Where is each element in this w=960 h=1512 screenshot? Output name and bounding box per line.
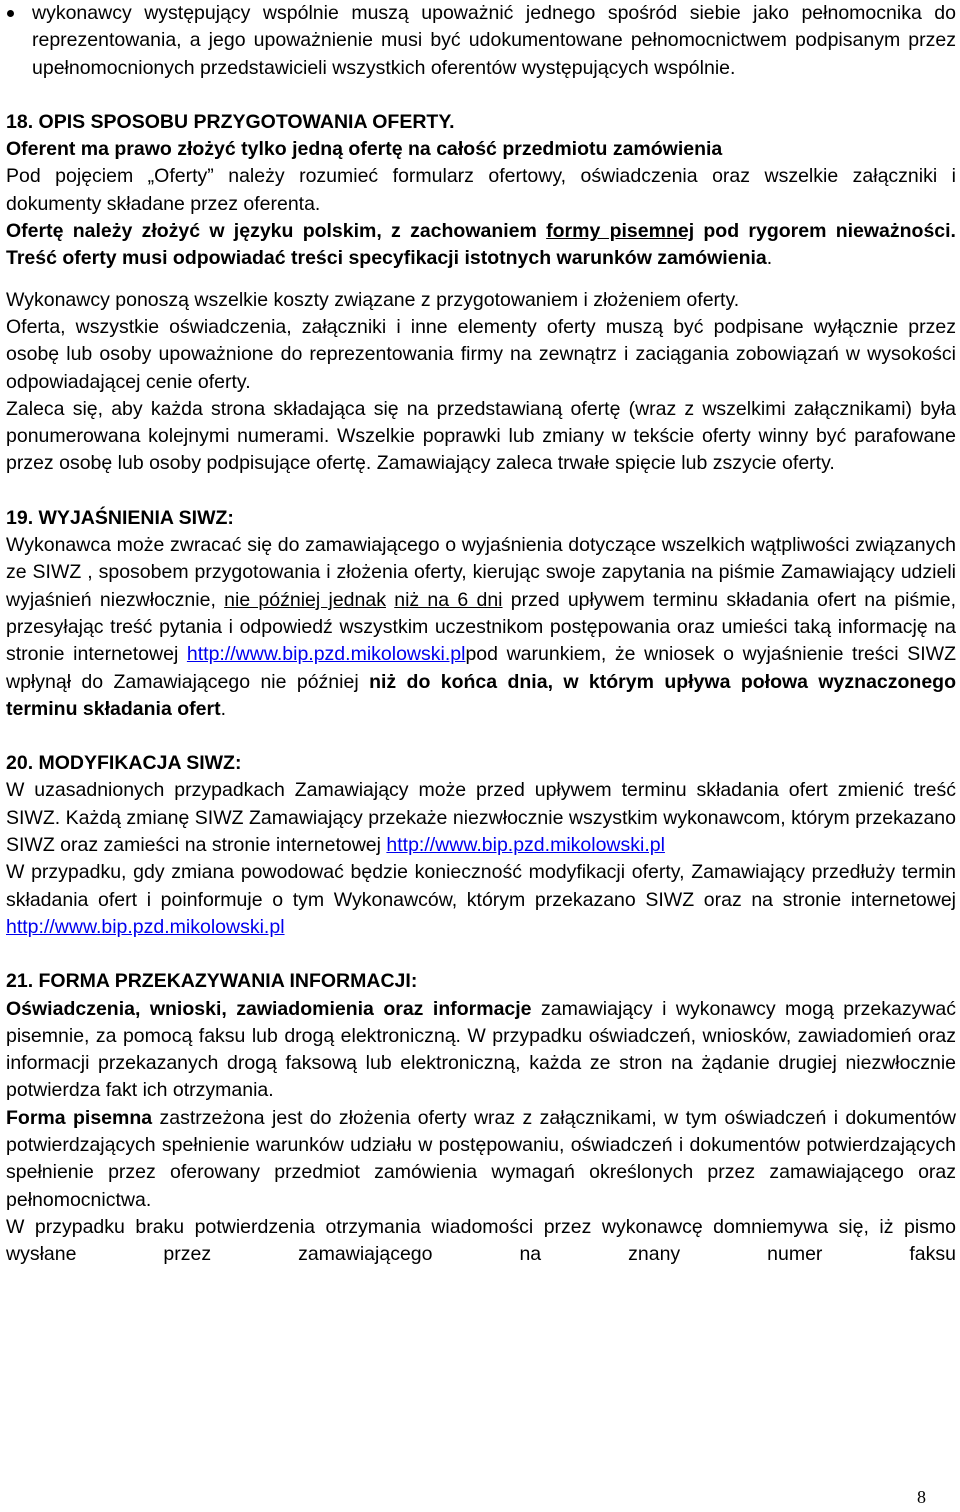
section-18-p3 <box>6 218 956 273</box>
section-21-p2 <box>6 1105 956 1214</box>
section-19-heading-text: WYJAŚNIENIA SIWZ: <box>38 506 234 529</box>
section-21-heading: 21. FORMA PRZEKAZYWANIA INFORMACJI: <box>6 970 418 993</box>
section-18-p3-b: pod rygorem nieważności. <box>694 220 956 243</box>
section-21-p1 <box>6 996 956 1105</box>
section-18-p3-c: Treść oferty musi odpowiadać treści specyfikacji istotnych warunków zamówienia <box>6 247 767 270</box>
section-19-website-link[interactable]: http://www.bip.pzd.mikolowski.pl <box>186 643 466 666</box>
section-20-p1-text: W uzasadnionych przypadkach Zamawiający może przed upływem terminu składania ofert zmienić treść SIWZ. Każdą zmianę SIWZ Zamawiający przekaże niezwłocznie wszystkim wykonawcom, którym przekazano SIWZ oraz zamieści na stronie internetowej <box>6 779 956 857</box>
intro-bullet-text: wykonawcy występujący wspólnie muszą upoważnić jednego spośród siebie jako pełnomocnika do reprezentowania, a jego upoważnienie musi być udokumentowane pełnomocnictwem podpisanym przez upełnomocnionych przedstawicieli wszystkich oferentów występujących wspólnie. <box>32 2 956 79</box>
section-19-p1-bold: niż do końca dnia, w którym upływa połowa wyznaczonego terminu składania ofert <box>6 670 956 720</box>
section-18-p2: Pod pojęciem „Oferty” należy rozumieć formularz ofertowy, oświadczenia oraz wszelkie załączniki i dokumenty składane przez oferenta. <box>6 165 956 215</box>
section-19-heading <box>6 505 956 532</box>
section-18-p4: Wykonawcy ponoszą wszelkie koszty związane z przygotowaniem i złożeniem oferty. <box>6 288 740 311</box>
section-18-heading: 18. OPIS SPOSOBU PRZYGOTOWANIA OFERTY. <box>6 110 455 133</box>
section-21-p1-bold: Oświadczenia, wnioski, zawiadomienia oraz informacje <box>6 997 532 1020</box>
section-19-p1-space <box>386 589 394 611</box>
section-20-website-link-2[interactable]: http://www.bip.pzd.mikolowski.pl <box>6 915 285 938</box>
section-19-p1 <box>6 532 956 723</box>
section-20-website-link-1[interactable]: http://www.bip.pzd.mikolowski.pl <box>386 834 665 857</box>
section-19-heading-num: 19. <box>6 506 39 529</box>
section-20-p1 <box>6 777 956 859</box>
page-number: 8 <box>917 1487 926 1507</box>
section-18-p6: Zaleca się, aby każda strona składająca się na przedstawianą ofertę (wraz z wszelkimi załącznikami) była ponumerowana kolejnymi numerami. Wszelkie poprawki lub zmiany w tekście oferty winny być parafowane przez osobę lub osoby podpisujące ofertę. Zamawiający zaleca trwałe spięcie lub zszycie oferty. <box>6 397 956 475</box>
section-19-p1-c: pod warunkiem, że wniosek o wyjaśnienie treści SIWZ wpłynął do Zamawiającego nie później <box>6 643 956 693</box>
section-18-p5: Oferta, wszystkie oświadczenia, załączniki i inne elementy oferty muszą być podpisane wyłącznie przez osobę lub osoby upoważnione do reprezentowania firmy na zewnątrz i zaciągania zobowiązań w wysokości odpowiadającej cenie oferty. <box>6 315 956 393</box>
document-page <box>6 0 956 1268</box>
section-19-p1-end: . <box>220 697 226 720</box>
section-19-p1-a: Wykonawca może zwracać się do zamawiającego o wyjaśnienia dotyczące wszelkich wątpliwości związanych ze SIWZ , sposobem przygotowania i złożenia oferty, kierując swoje zapytania na piśmie Zamawiający udzieli wyjaśnień niezwłocznie, <box>6 534 956 611</box>
bullet-icon <box>7 10 14 17</box>
section-21-p1-rest: zamawiający i wykonawcy mogą przekazywać pisemnie, za pomocą faksu lub drogą elektroniczną. W przypadku oświadczeń, wniosków, zawiadomień oraz informacji przekazanych drogą faksową lub elektroniczną, każda ze stron na żądanie drugiej niezwłocznie potwierdza fakt ich otrzymania. <box>6 997 956 1102</box>
section-21-p2-bold: Forma pisemna <box>6 1106 153 1129</box>
section-20-p2-text: W przypadku, gdy zmiana powodować będzie konieczność modyfikacji oferty, Zamawiający przedłuży termin składania ofert i poinformuje o tym Wykonawców, którym przekazano SIWZ oraz na stronie internetowej <box>6 861 956 911</box>
section-18-p3-d: . <box>766 247 773 270</box>
section-19-p1-underline-2: niż na 6 dni <box>394 588 503 611</box>
section-18-p1: Oferent ma prawo złożyć tylko jedną ofertę na całość przedmiotu zamówienia <box>6 138 723 161</box>
section-20-p2 <box>6 859 956 941</box>
section-21-p2-rest: zastrzeżona jest do złożenia oferty wraz z załącznikami, w tym oświadczeń i dokumentów potwierdzających spełnienie warunków udziału w postępowaniu, oświadczeń i dokumentów potwierdzających spełnienie przez oferowany przedmiot zamówienia wymagań określonych przez zamawiającego oraz pełnomocnictwa. <box>6 1106 956 1211</box>
section-18-p3-a: Ofertę należy złożyć w języku polskim, z zachowaniem <box>6 220 547 243</box>
section-18-p3-underlined: formy pisemnej <box>546 220 695 243</box>
section-21-p3: W przypadku braku potwierdzenia otrzymania wiadomości przez wykonawcę domniemywa się, iż pismo wysłane przez zamawiającego na znany numer faksu <box>6 1215 956 1266</box>
section-19-p1-underline-1: nie później jednak <box>224 588 386 611</box>
intro-bullet-item <box>6 0 956 82</box>
section-20-heading: 20. MODYFIKACJA SIWZ: <box>6 752 242 775</box>
section-19-p1-b: przed upływem terminu składania ofert na piśmie, przesyłając treść pytania i odpowiedź wszystkim uczestnikom postępowania oraz umieści taką informację na stronie internetowej <box>6 588 956 666</box>
